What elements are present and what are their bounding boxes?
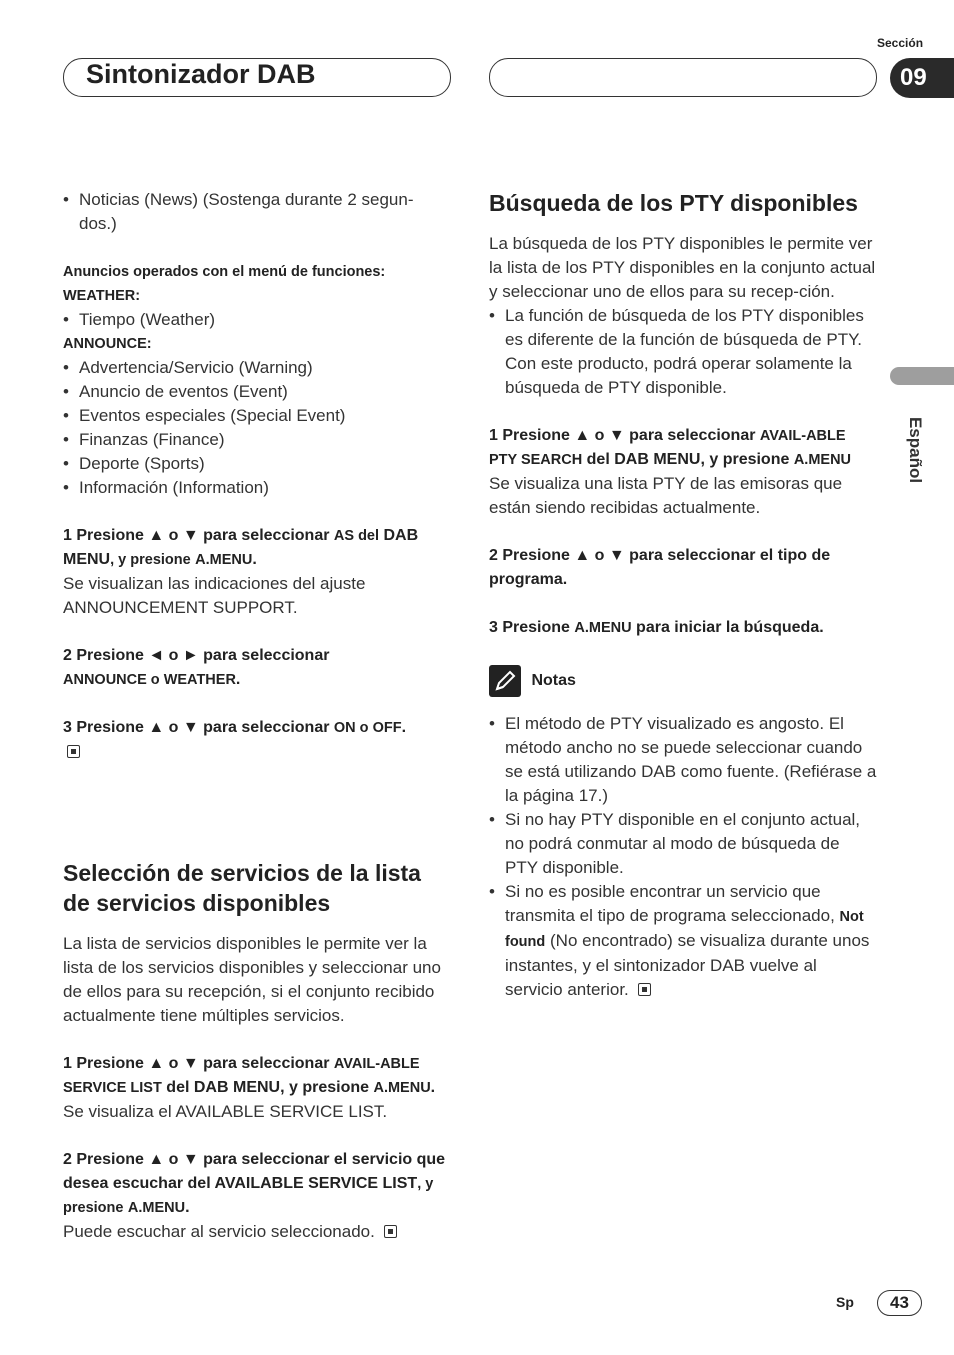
announce-label-row: ANNOUNCE: — [63, 336, 152, 352]
s2-step2-heading — [63, 1148, 453, 1220]
right-column — [489, 188, 877, 1002]
menu-heading: Anuncios operados con el menú de funciones: — [63, 264, 386, 280]
notes-heading — [489, 664, 877, 698]
s2-step2-desc-row — [63, 1220, 453, 1244]
announce-item: • Información (Information) — [63, 476, 451, 500]
page-number: 43 — [877, 1290, 922, 1316]
announce-item: • Advertencia/Servicio (Warning) — [63, 356, 451, 380]
step1-dab-menu: DAB MENU — [63, 527, 419, 568]
note3-rest: (No encontrado) se visualiza durante unos instantes, y el sintonizador DAB vuelve al servicio anterior. — [505, 931, 870, 999]
left-section2 — [63, 858, 453, 1244]
s2-step1-period: . — [430, 1079, 436, 1096]
step1-text: 1 Presione ▲ o ▼ para seleccionar — [63, 527, 330, 544]
announce-item: • Eventos especiales (Special Event) — [63, 404, 451, 428]
announce-item: • Deporte (Sports) — [63, 452, 451, 476]
step2-text: 2 Presione ◄ o ► para seleccionar — [63, 647, 330, 664]
pty-step2-heading: 2 Presione ▲ o ▼ para seleccionar el tipo de programa. — [489, 547, 831, 588]
s2-step2-desc: Puede escuchar al servicio seleccionado. — [63, 1222, 375, 1241]
note-item: • El método de PTY visualizado es angosto. El método ancho no se puede seleccionar cuando se está utilizando DAB como fuente. (Refiérase a la página 17.) — [489, 712, 877, 808]
note3-text: Si no es posible encontrar un servicio que transmita el tipo de programa seleccionado, — [505, 882, 835, 925]
section-number: 09 — [890, 58, 954, 98]
left-column — [63, 188, 451, 764]
pty-intro: La búsqueda de los PTY disponibles le permite ver la lista de los PTY disponibles en la conjunto actual y seleccionar uno de ellos para su recep-ción. — [489, 234, 876, 301]
section2-intro: La lista de servicios disponibles le permite ver la lista de los servicios disponibles y seleccionar uno de ellos para su recepción, si el conjunto recibido actualmente tiene múltiples servicios. — [63, 934, 441, 1025]
s2-step1-text: 1 Presione ▲ o ▼ para seleccionar — [63, 1055, 330, 1072]
note-item: • Si no hay PTY disponible en el conjunto actual, no podrá conmutar al modo de búsqueda de PTY disponible. — [489, 808, 877, 880]
pty-step3-amenu: A.MENU — [574, 620, 632, 636]
s2-step2-period: . — [185, 1199, 190, 1216]
step2-options: ANNOUNCE o WEATHER — [63, 672, 236, 688]
s2-step1-amenu: A.MENU — [373, 1080, 431, 1096]
pty-step3-rest: para iniciar la búsqueda. — [636, 619, 824, 636]
step1-desc: Se visualizan las indicaciones del ajuste ANNOUNCEMENT SUPPORT. — [63, 574, 366, 617]
s2-step1-presione: , y presione — [280, 1079, 370, 1096]
pty-step1-dab-menu: DAB MENU — [614, 451, 701, 468]
section2-title: Selección de servicios de la lista de servicios disponibles — [63, 860, 421, 916]
pty-step1-desc: Se visualiza una lista PTY de las emisoras que están siendo recibidas actualmente. — [489, 474, 843, 517]
step3-options: ON o OFF — [333, 720, 402, 736]
weather-label-row: WEATHER: — [63, 288, 141, 304]
weather-item: • Tiempo (Weather) — [63, 308, 451, 332]
s2-step1-heading — [63, 1052, 453, 1100]
step3-text: 3 Presione ▲ o ▼ para seleccionar — [63, 719, 330, 736]
right-header-frame — [489, 58, 877, 97]
step1-period: . — [252, 551, 257, 568]
section-label: Sección — [877, 36, 924, 50]
step1-heading — [63, 524, 451, 572]
news-item: • Noticias (News) (Sostenga durante 2 segun-dos.) — [63, 188, 451, 236]
pty-step1-amenu: A.MENU — [793, 452, 852, 468]
language-tab — [890, 367, 954, 385]
end-mark-row — [63, 740, 451, 764]
s2-step1-desc: Se visualiza el AVAILABLE SERVICE LIST. — [63, 1102, 388, 1121]
step2-heading — [63, 644, 451, 692]
notes-label: Notas — [531, 672, 576, 689]
announce-item: • Finanzas (Finance) — [63, 428, 451, 452]
s2-step1-dab-menu: DAB MENU — [193, 1079, 281, 1096]
step3-period: . — [401, 719, 407, 736]
end-mark-icon — [384, 1225, 397, 1238]
s2-step2-presione: , y presione — [63, 1176, 434, 1216]
s2-step1-del: del — [166, 1079, 190, 1096]
announce-item: • Anuncio de eventos (Event) — [63, 380, 451, 404]
note-item — [489, 880, 877, 1002]
s2-step1-option: AVAIL-ABLE SERVICE LIST — [63, 1056, 420, 1096]
s2-step2-text: 2 Presione ▲ o ▼ para seleccionar el servicio que desea escuchar del — [63, 1151, 446, 1192]
footer-lang: Sp — [836, 1294, 854, 1310]
end-mark-icon — [638, 983, 651, 996]
pty-section-title: Búsqueda de los PTY disponibles — [489, 190, 858, 216]
step1-amenu: A.MENU — [195, 552, 253, 568]
s2-step2-list: AVAILABLE SERVICE LIST — [214, 1175, 418, 1192]
weather-label: WEATHER — [63, 288, 136, 304]
pty-intro-bullet: • La función de búsqueda de los PTY disponibles es diferente de la función de búsqueda de PTY. Con este producto, podrá operar solamente la búsqueda de PTY disponible. — [489, 304, 877, 400]
pty-step3-text: 3 Presione — [489, 619, 570, 636]
page-title: Sintonizador DAB — [86, 59, 316, 89]
step1-as: AS del — [333, 528, 380, 544]
language-label: Español — [906, 416, 925, 484]
s2-step2-amenu: A.MENU — [127, 1200, 186, 1216]
pty-step3-heading — [489, 616, 877, 640]
step2-period: . — [235, 671, 241, 688]
pty-step1-option: AVAIL-ABLE PTY SEARCH — [489, 428, 846, 468]
pty-step1-text: 1 Presione ▲ o ▼ para seleccionar — [489, 427, 756, 444]
end-mark-icon — [67, 745, 80, 758]
step1-presione: , y presione — [110, 552, 191, 568]
pencil-icon — [489, 665, 521, 697]
note3-not-found: Not found — [505, 909, 864, 950]
pty-step1-del: del — [586, 451, 610, 468]
step3-heading — [63, 716, 451, 740]
pty-step1-heading — [489, 424, 877, 472]
announce-label: ANNOUNCE — [63, 336, 147, 352]
pty-step1-presione: , y presione — [700, 451, 790, 468]
